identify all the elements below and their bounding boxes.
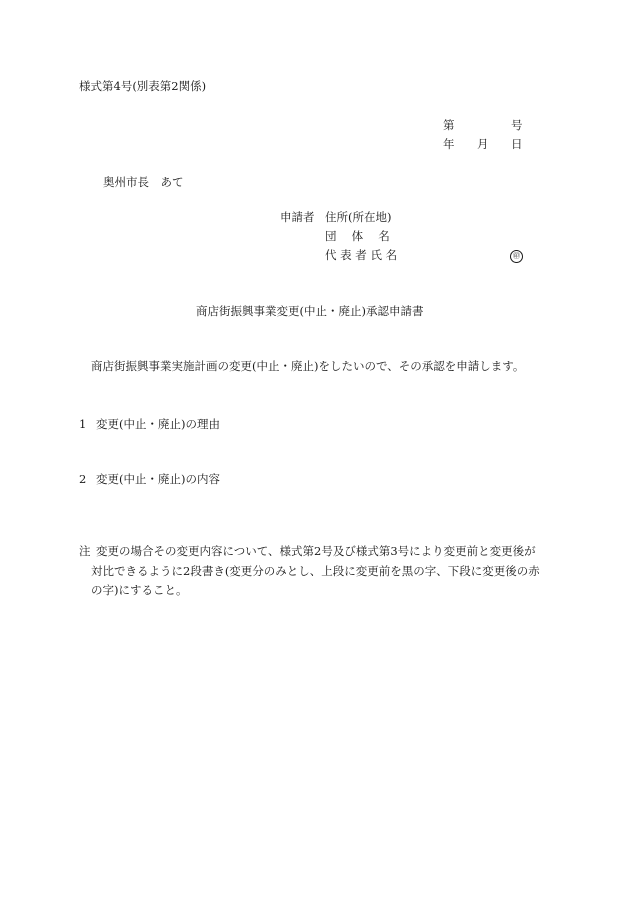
- addressee: 奥州市長 あて: [103, 175, 184, 189]
- applicant-org-label: 団 体 名: [325, 229, 390, 243]
- applicant-rep-label: 代 表 者 氏 名: [325, 248, 398, 262]
- item-2-label: 変更(中止・廃止)の内容: [96, 472, 220, 486]
- body-text: 商店街振興事業実施計画の変更(中止・廃止)をしたいので、その承認を申請します。: [91, 359, 525, 373]
- item-1-label: 変更(中止・廃止)の理由: [96, 417, 220, 431]
- note-line-3: の字)にすること。: [91, 583, 188, 597]
- note-marker: 注: [79, 544, 91, 558]
- note-line-1: 変更の場合その変更内容について、様式第2号及び様式第3号により変更前と変更後が: [96, 544, 536, 558]
- date-month: 月: [477, 137, 489, 151]
- applicant-address-label: 住所(所在地): [325, 210, 392, 224]
- item-1-number: 1: [79, 417, 87, 431]
- date-day: 日: [511, 137, 523, 151]
- seal-icon: ㊞: [510, 250, 523, 263]
- note-line-2: 対比できるように2段書き(変更分のみとし、上段に変更前を黒の字、下段に変更後の赤: [91, 564, 540, 578]
- form-label: 様式第4号(別表第2関係): [79, 79, 207, 93]
- number-prefix: 第: [443, 118, 455, 132]
- applicant-label: 申請者: [280, 210, 315, 224]
- document-title: 商店街振興事業変更(中止・廃止)承認申請書: [196, 304, 424, 318]
- seal-mark: [510, 249, 523, 263]
- item-2-number: 2: [79, 472, 87, 486]
- number-suffix: 号: [511, 118, 523, 132]
- date-year: 年: [443, 137, 455, 151]
